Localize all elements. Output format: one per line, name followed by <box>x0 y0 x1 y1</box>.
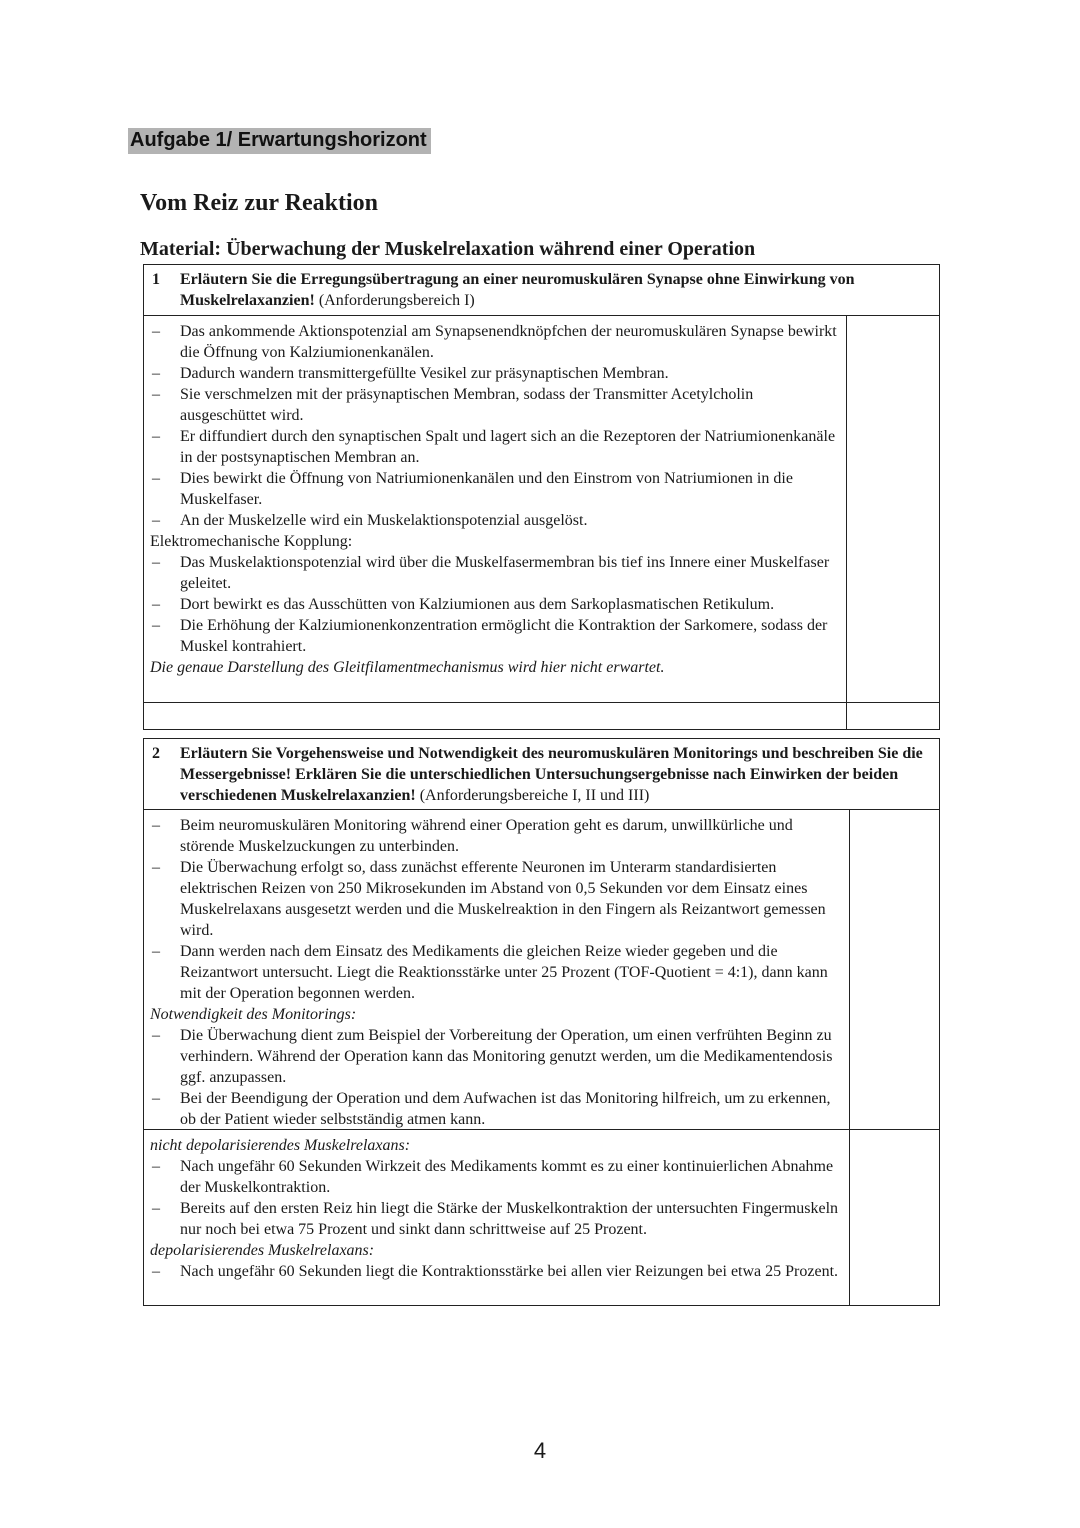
list-item <box>148 815 839 857</box>
list-item <box>148 384 839 426</box>
list-item-text: Bereits auf den ersten Reiz hin liegt die Stärke der Muskelkontraktion der untersuchten Fingermuskeln nur noch bei etwa 75 Prozent und sinkt dann schrittweise auf 25 Prozent. <box>180 1200 839 1238</box>
dash-bullet: – <box>152 859 160 876</box>
task2-number: 2 <box>152 745 160 762</box>
dash-bullet: – <box>152 1090 160 1107</box>
list-item <box>148 1198 839 1240</box>
dash-bullet: – <box>152 554 160 571</box>
list-item-text: Dort bewirkt es das Ausschütten von Kalziumionen aus dem Sarkoplasmatischen Retikulum. <box>180 596 775 613</box>
dash-bullet: – <box>152 1027 160 1044</box>
list-item <box>148 321 839 363</box>
material-heading: Material: Überwachung der Muskelrelaxation während einer Operation <box>140 238 756 260</box>
list-item <box>148 1156 839 1198</box>
dash-bullet: – <box>152 323 160 340</box>
list-item-text: Die Überwachung dient zum Beispiel der Vorbereitung der Operation, um einen verfrühten Beginn zu verhindern. Während der Operation kann das Monitoring genutzt werden, um die Medikamentendosis ggf. anzupassen. <box>180 1027 833 1086</box>
list-item <box>148 594 839 615</box>
task2-table <box>143 738 940 1306</box>
task1-table <box>143 264 940 730</box>
italic-note: Notwendigkeit des Monitorings: <box>150 1006 357 1023</box>
list-item-text: Dies bewirkt die Öffnung von Natriumionenkanälen und den Einstrom von Natriumionen in die Muskelfaser. <box>180 470 793 508</box>
task1-question-bold: Erläutern Sie die Erregungsübertragung an einer neuromuskulären Synapse ohne Einwirkung von Muskelrelaxanzien! <box>180 271 855 309</box>
list-item <box>148 1261 839 1282</box>
list-item-text: Sie verschmelzen mit der präsynaptischen Membran, sodass der Transmitter Acetylcholin ausgeschüttet wird. <box>180 386 754 424</box>
list-item-text: Dadurch wandern transmittergefüllte Vesikel zur präsynaptischen Membran. <box>180 365 669 382</box>
task1-answer <box>148 321 839 678</box>
list-item-text: Die Erhöhung der Kalziumionenkonzentration ermöglicht die Kontraktion der Sarkomere, sodass der Muskel kontrahiert. <box>180 617 828 655</box>
task2-question-bold: Erläutern Sie Vorgehensweise und Notwendigkeit des neuromuskulären Monitorings und beschreiben Sie die Messergebnisse! Erklären Sie die unterschiedlichen Untersuchungsergebnisse nach Einwirken der beiden verschiedenen Muskelrelaxanzien! <box>180 745 923 804</box>
task2-answer-part2 <box>148 1135 839 1282</box>
dash-bullet: – <box>152 428 160 445</box>
list-item-text: Beim neuromuskulären Monitoring während einer Operation geht es darum, unwillkürliche und störende Muskelzuckungen zu unterbinden. <box>180 817 793 855</box>
dash-bullet: – <box>152 1200 160 1217</box>
list-item-text: Bei der Beendigung der Operation und dem Aufwachen ist das Monitoring hilfreich, um zu erkennen, ob der Patient wieder selbstständig atmen kann. <box>180 1090 831 1128</box>
subheading: Elektromechanische Kopplung: <box>150 533 353 550</box>
dash-bullet: – <box>152 386 160 403</box>
list-item <box>148 941 839 1004</box>
list-item-text: Nach ungefähr 60 Sekunden Wirkzeit des Medikaments kommt es zu einer kontinuierlichen Abnahme der Muskelkontraktion. <box>180 1158 834 1196</box>
list-item-text: Er diffundiert durch den synaptischen Spalt und lagert sich an die Rezeptoren der Natriumionenkanäle in der postsynaptischen Membran an. <box>180 428 836 466</box>
dash-bullet: – <box>152 617 160 634</box>
list-item <box>148 857 839 941</box>
task2-answer-part1 <box>148 815 839 1130</box>
dash-bullet: – <box>152 470 160 487</box>
dash-bullet: – <box>152 596 160 613</box>
task1-number: 1 <box>152 271 160 288</box>
page-title: Vom Reiz zur Reaktion <box>140 190 378 216</box>
list-item-text: Das Muskelaktionspotenzial wird über die Muskelfasermembran bis tief ins Innere einer Muskelfaser geleitet. <box>180 554 830 592</box>
list-item <box>148 468 839 510</box>
dash-bullet: – <box>152 817 160 834</box>
list-item <box>148 363 839 384</box>
list-item-text: Dann werden nach dem Einsatz des Medikaments die gleichen Reize wieder gegeben und die Reizantwort untersucht. Liegt die Reaktionsstärke unter 25 Prozent (TOF-Quotient = 4:1), dann kann mit der Operation begonnen werden. <box>180 943 828 1002</box>
list-item-text: Nach ungefähr 60 Sekunden liegt die Kontraktionsstärke bei allen vier Reizungen bei etwa 25 Prozent. <box>180 1263 839 1280</box>
list-item-text: Das ankommende Aktionspotenzial am Synapsenendknöpfchen der neuromuskulären Synapse bewirkt die Öffnung von Kalziumionenkanälen. <box>180 323 837 361</box>
list-item-text: An der Muskelzelle wird ein Muskelaktionspotenzial ausgelöst. <box>180 512 588 529</box>
list-item <box>148 1088 839 1130</box>
task1-question-rest: (Anforderungsbereich I) <box>314 292 475 309</box>
italic-note: nicht depolarisierendes Muskelrelaxans: <box>150 1137 411 1154</box>
dash-bullet: – <box>152 1158 160 1175</box>
list-item <box>148 510 839 531</box>
dash-bullet: – <box>152 1263 160 1280</box>
italic-note: Die genaue Darstellung des Gleitfilamentmechanismus wird hier nicht erwartet. <box>150 659 665 676</box>
dash-bullet: – <box>152 943 160 960</box>
list-item <box>148 426 839 468</box>
dash-bullet: – <box>152 365 160 382</box>
list-item-text: Die Überwachung erfolgt so, dass zunächst efferente Neuronen im Unterarm standardisierten elektrischen Reizen von 250 Mikrosekunden im Abstand von 0,5 Sekunden vor dem Einsatz eines Muskelrelaxans ausgesetzt werden und die Muskelreaktion in den Fingern als Reizantwort gemessen wird. <box>180 859 826 939</box>
page-number: 4 <box>533 1438 547 1463</box>
list-item <box>148 615 839 657</box>
task-label: Aufgabe 1/ Erwartungshorizont <box>128 128 431 154</box>
task2-question-rest: (Anforderungsbereiche I, II und III) <box>415 787 650 804</box>
italic-note: depolarisierendes Muskelrelaxans: <box>150 1242 375 1259</box>
list-item <box>148 552 839 594</box>
dash-bullet: – <box>152 512 160 529</box>
list-item <box>148 1025 839 1088</box>
